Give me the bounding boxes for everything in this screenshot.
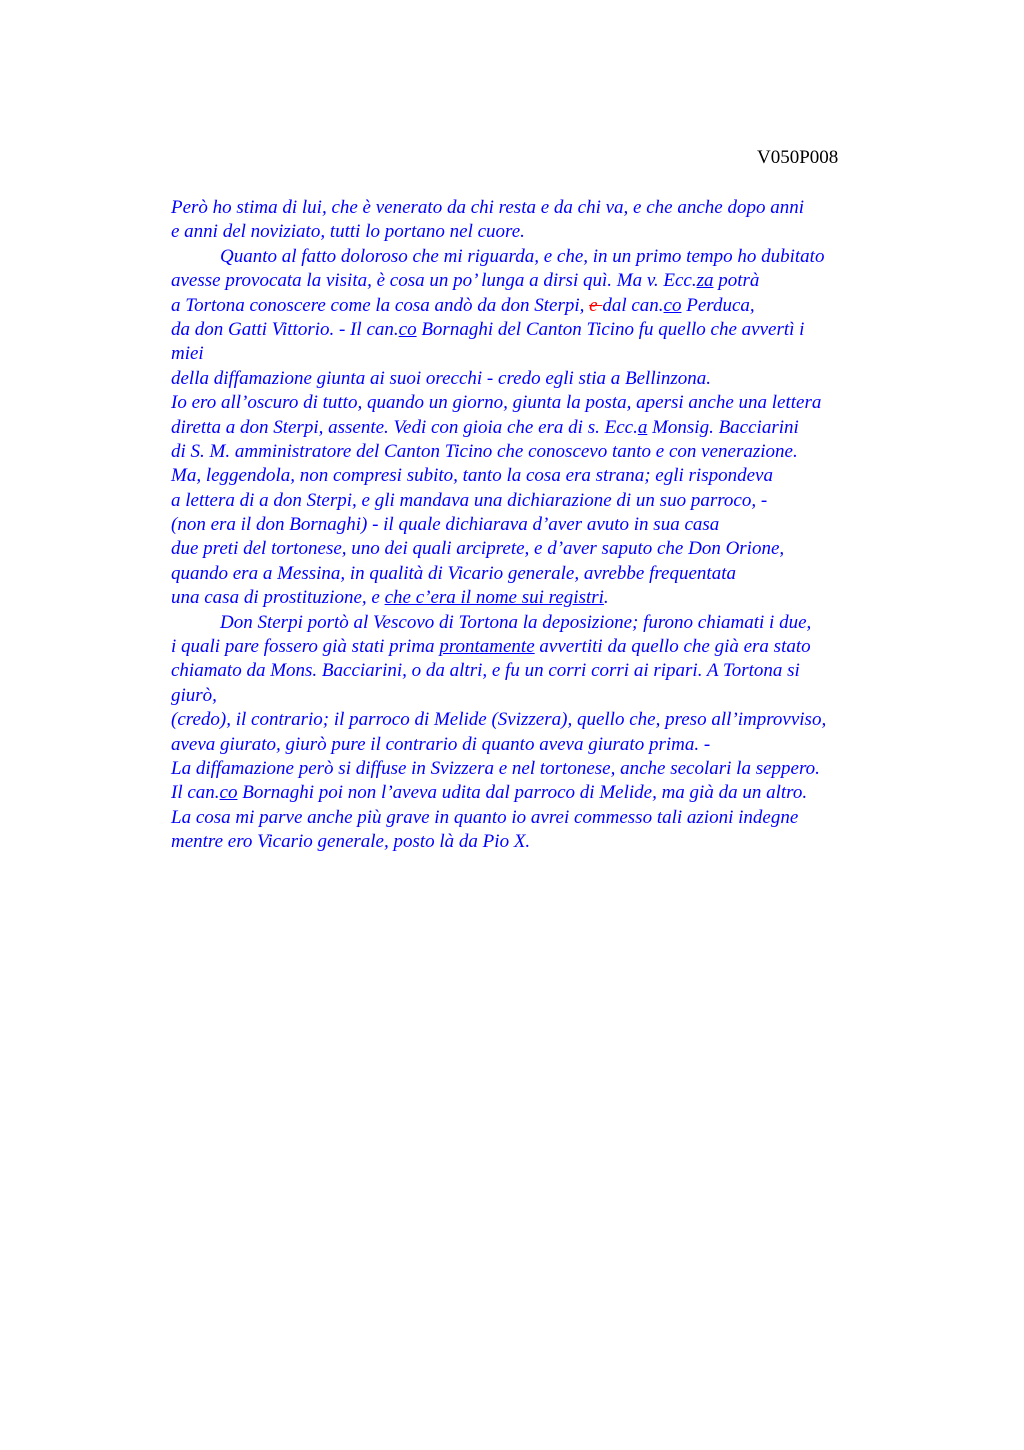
text-line: della diffamazione giunta ai suoi orecchi - credo egli stia a Bellinzona. — [171, 367, 712, 389]
underlined-word: prontamente — [439, 636, 535, 658]
text-line: (credo), il contrario; il parroco di Melide (Svizzera), quello che, preso all’improvviso, — [171, 709, 827, 731]
text-line: quando era a Messina, in qualità di Vicario generale, avrebbe frequentata — [171, 562, 736, 584]
text-line: due preti del tortonese, uno dei quali arciprete, e d’aver saputo che Don Orione, — [171, 538, 785, 560]
text-run: Il can. — [171, 782, 220, 804]
letter-body — [171, 196, 891, 855]
underlined-phrase: che c’era il nome sui registri — [384, 587, 604, 609]
text-run: . — [603, 587, 609, 609]
text-run: da don Gatti Vittorio. - Il can. — [171, 318, 399, 340]
text-line — [171, 294, 891, 318]
text-run: Perduca, — [681, 294, 755, 316]
text-line: giurò, — [171, 684, 217, 706]
text-run: diretta a don Sterpi, assente. Vedi con gioia che era di s. Ecc. — [171, 416, 638, 438]
text-line — [171, 318, 891, 342]
text-line: Quanto al fatto doloroso che mi riguarda, e che, in un primo tempo ho dubitato — [220, 245, 825, 267]
text-run: Bornaghi poi non l’aveva udita dal parroco di Melide, ma già da un altro. — [237, 782, 808, 804]
text-line: mentre ero Vicario generale, posto là da Pio X. — [171, 831, 531, 853]
text-line: e anni del noviziato, tutti lo portano nel cuore. — [171, 221, 525, 243]
deleted-text: e — [589, 294, 603, 316]
text-run: dal can. — [602, 294, 664, 316]
text-line: (non era il don Bornaghi) - il quale dichiarava d’aver avuto in sua casa — [171, 514, 720, 536]
underlined-abbreviation: za — [696, 270, 714, 292]
text-run: a Tortona conoscere come la cosa andò da don Sterpi, — [171, 294, 590, 316]
text-line — [171, 586, 891, 610]
text-line: La diffamazione però si diffuse in Svizzera e nel tortonese, anche secolari la seppero. — [171, 757, 820, 779]
text-line: Ma, leggendola, non compresi subito, tanto la cosa era strana; egli rispondeva — [171, 465, 773, 487]
underlined-abbreviation: a — [637, 416, 648, 438]
text-line — [171, 781, 891, 805]
text-run: Monsig. Bacciarini — [647, 416, 799, 438]
underlined-abbreviation: co — [219, 782, 238, 804]
text-line: Però ho stima di lui, che è venerato da chi resta e da chi va, e che anche dopo anni — [171, 197, 804, 218]
text-run: avvertiti da quello che già era stato — [534, 636, 811, 658]
text-line — [171, 269, 891, 293]
underlined-abbreviation: co — [398, 318, 417, 340]
text-line — [171, 635, 891, 659]
page-code: V050P008 — [757, 147, 839, 168]
text-line: di S. M. amministratore del Canton Ticino che conoscevo tanto e con venerazione. — [171, 440, 798, 462]
text-line: Don Sterpi portò al Vescovo di Tortona la deposizione; furono chiamati i due, — [220, 611, 812, 633]
underlined-abbreviation: co — [663, 294, 682, 316]
text-run: una casa di prostituzione, e — [171, 587, 385, 609]
text-line: miei — [171, 343, 204, 365]
text-run: potrà — [713, 270, 760, 292]
text-line — [171, 416, 891, 440]
text-line: aveva giurato, giurò pure il contrario di quanto aveva giurato prima. - — [171, 733, 711, 755]
text-line: Io ero all’oscuro di tutto, quando un giorno, giunta la posta, apersi anche una lettera — [171, 392, 822, 414]
text-line: chiamato da Mons. Bacciarini, o da altri, e fu un corri corri ai ripari. A Tortona si — [171, 660, 800, 682]
text-run: avesse provocata la visita, è cosa un po’ lunga a dirsi quì. Ma v. Ecc. — [171, 270, 697, 292]
text-line: a lettera di a don Sterpi, e gli mandava una dichiarazione di un suo parroco, - — [171, 489, 768, 511]
text-line: La cosa mi parve anche più grave in quanto io avrei commesso tali azioni indegne — [171, 806, 799, 828]
text-run: Bornaghi del Canton Ticino fu quello che avvertì i — [416, 318, 805, 340]
text-run: i quali pare fossero già stati prima — [171, 636, 440, 658]
